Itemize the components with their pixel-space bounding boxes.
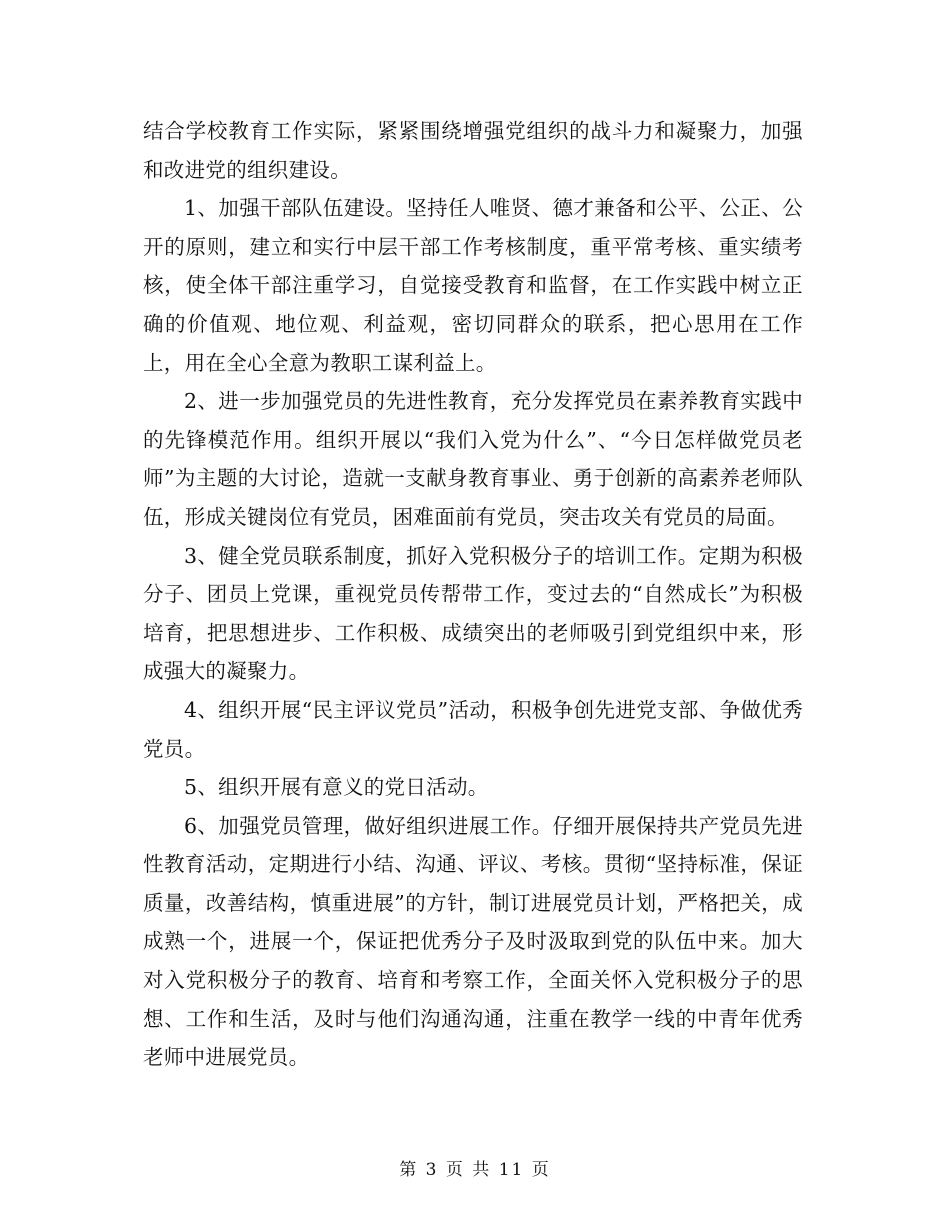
paragraph-item-2: 2、进一步加强党员的先进性教育，充分发挥党员在素养教育实践中的先锋模范作用。组织开展以“我们入党为什么”、“今日怎样做党员老师”为主题的大讨论，造就一支献身教育事业、勇于创新的高素养老师队伍，形成关键岗位有党员，困难面前有党员，突击攻关有党员的局面。 [143,389,803,529]
body-text [143,112,803,1077]
page-number-footer: 第 3 页 共 11 页 [399,1160,551,1180]
paragraph-item-6: 6、加强党员管理，做好组织进展工作。仔细开展保持共产党员先进性教育活动，定期进行小结、沟通、评议、考核。贯彻“坚持标准，保证质量，改善结构，慎重进展”的方针，制订进展党员计划，严格把关，成成熟一个，进展一个，保证把优秀分子及时汲取到党的队伍中来。加大对入党积极分子的教育、培育和考察工作，全面关怀入党积极分子的思想、工作和生活，及时与他们沟通沟通，注重在教学一线的中青年优秀老师中进展党员。 [143,813,803,1070]
paragraph-item-4: 4、组织开展“民主评议党员”活动，积极争创先进党支部、争做优秀党员。 [143,697,803,761]
paragraph-continuation: 结合学校教育工作实际，紧紧围绕增强党组织的战斗力和凝聚力，加强和改进党的组织建设。 [143,119,803,182]
paragraph-item-3: 3、健全党员联系制度，抓好入党积极分子的培训工作。定期为积极分子、团员上党课，重视党员传帮带工作，变过去的“自然成长”为积极培育，把思想进步、工作积极、成绩突出的老师吸引到党组织中来，形成强大的凝聚力。 [143,543,803,684]
paragraph-item-5: 5、组织开展有意义的党日活动。 [184,775,489,800]
paragraph-item-1: 1、加强干部队伍建设。坚持任人唯贤、德才兼备和公平、公正、公开的原则，建立和实行中层干部工作考核制度，重平常考核、重实绩考核，使全体干部注重学习，自觉接受教育和监督，在工作实践中树立正确的价值观、地位观、利益观，密切同群众的联系，把心思用在工作上，用在全心全意为教职工谋利益上。 [143,196,803,375]
